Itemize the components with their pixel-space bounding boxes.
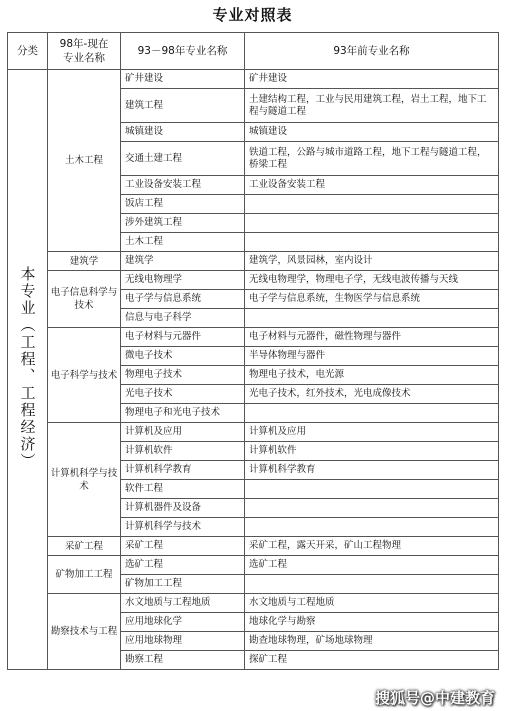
major-name-pre-93: 土建结构工程，工业与民用建筑工程，岩土工程，地下工程与隧道工程 [245,89,499,123]
table-row [8,70,499,89]
major-name-93-98: 土木工程 [121,233,245,252]
major-name-93-98: 选矿工程 [121,556,245,575]
current-major-name: 建筑学 [48,252,121,271]
major-name-pre-93: 计算机及应用 [245,423,499,442]
table-row [8,328,499,347]
table-row [8,556,499,575]
major-name-pre-93 [245,404,499,423]
major-name-pre-93 [245,233,499,252]
current-major-name: 电子信息科学与技术 [48,271,121,328]
table-row [8,423,499,442]
current-major-name: 计算机科学与技术 [48,423,121,537]
table-body [8,70,499,670]
major-name-pre-93: 城镇建设 [245,123,499,142]
major-name-pre-93: 地球化学与勘察 [245,613,499,632]
major-name-93-98: 建筑工程 [121,89,245,123]
major-name-pre-93: 电子材料与元器件，磁性物理与器件 [245,328,499,347]
major-name-93-98: 工业设备安装工程 [121,176,245,195]
major-name-93-98: 采矿工程 [121,537,245,556]
major-name-93-98: 信息与电子科学 [121,309,245,328]
header-current-name [48,33,121,70]
current-major-name: 电子科学与技术 [48,328,121,423]
major-name-pre-93: 半导体物理与器件 [245,347,499,366]
major-name-pre-93 [245,499,499,518]
table-row [8,537,499,556]
major-name-93-98: 饭店工程 [121,195,245,214]
major-name-pre-93 [245,480,499,499]
major-name-93-98: 城镇建设 [121,123,245,142]
major-name-pre-93: 铁道工程，公路与城市道路工程，地下工程与隧道工程，桥梁工程 [245,142,499,176]
major-name-93-98: 交通土建工程 [121,142,245,176]
major-name-93-98: 物理电子技术 [121,366,245,385]
major-name-pre-93: 光电子技术，红外技术，光电成像技术 [245,385,499,404]
major-name-pre-93 [245,195,499,214]
major-name-93-98: 矿物加工工程 [121,575,245,594]
table-row [8,271,499,290]
major-name-pre-93: 水文地质与工程地质 [245,594,499,613]
major-name-93-98: 电子学与信息系统 [121,290,245,309]
major-name-pre-93: 矿井建设 [245,70,499,89]
major-name-pre-93 [245,214,499,233]
major-name-pre-93: 电子学与信息系统，生物医学与信息系统 [245,290,499,309]
header-row [8,33,499,70]
major-name-pre-93: 探矿工程 [245,651,499,670]
major-name-pre-93: 计算机软件 [245,442,499,461]
major-name-93-98: 勘察工程 [121,651,245,670]
current-major-name: 勘察技术与工程 [48,594,121,670]
major-name-93-98: 涉外建筑工程 [121,214,245,233]
header-category: 分类 [8,33,48,70]
major-name-93-98: 软件工程 [121,480,245,499]
header-current-line2: 专业名称 [63,52,105,64]
major-name-93-98: 建筑学 [121,252,245,271]
major-name-93-98: 电子材料与元器件 [121,328,245,347]
major-name-93-98: 物理电子和光电子技术 [121,404,245,423]
watermark: 搜狐号@中建教育 [374,689,495,707]
major-name-93-98: 计算机器件及设备 [121,499,245,518]
table-row [8,594,499,613]
page-title: 专业对照表 [212,6,293,24]
major-name-pre-93: 勘查地球物理，矿场地球物理 [245,632,499,651]
major-name-93-98: 计算机及应用 [121,423,245,442]
major-name-93-98: 应用地球化学 [121,613,245,632]
major-name-93-98: 应用地球物理 [121,632,245,651]
category-cell [8,70,48,670]
major-name-93-98: 无线电物理学 [121,271,245,290]
major-name-pre-93: 工业设备安装工程 [245,176,499,195]
header-current-line1: 98年-现在 [59,38,109,50]
major-name-pre-93 [245,309,499,328]
major-name-pre-93: 无线电物理学，物理电子学，无线电波传播与天线 [245,271,499,290]
major-name-93-98: 矿井建设 [121,70,245,89]
major-comparison-table [7,32,499,670]
current-major-name: 矿物加工工程 [48,556,121,594]
current-major-name: 土木工程 [48,70,121,252]
major-name-pre-93: 建筑学，风景园林，室内设计 [245,252,499,271]
major-name-93-98: 光电子技术 [121,385,245,404]
major-name-pre-93: 计算机科学教育 [245,461,499,480]
major-name-93-98: 计算机软件 [121,442,245,461]
current-major-name: 采矿工程 [48,537,121,556]
major-name-pre-93: 选矿工程 [245,556,499,575]
major-name-pre-93: 物理电子技术，电光源 [245,366,499,385]
header-93-98-name: 93－98年专业名称 [121,33,245,70]
major-name-93-98: 计算机科学与技术 [121,518,245,537]
major-name-pre-93 [245,518,499,537]
major-name-93-98: 水文地质与工程地质 [121,594,245,613]
category-label: 本专业（工程、工程经济） [18,265,37,470]
major-name-pre-93: 采矿工程，露天开采，矿山工程物理 [245,537,499,556]
major-name-pre-93 [245,575,499,594]
major-name-93-98: 微电子技术 [121,347,245,366]
table-row [8,252,499,271]
major-name-93-98: 计算机科学教育 [121,461,245,480]
header-pre-93-name: 93年前专业名称 [245,33,499,70]
